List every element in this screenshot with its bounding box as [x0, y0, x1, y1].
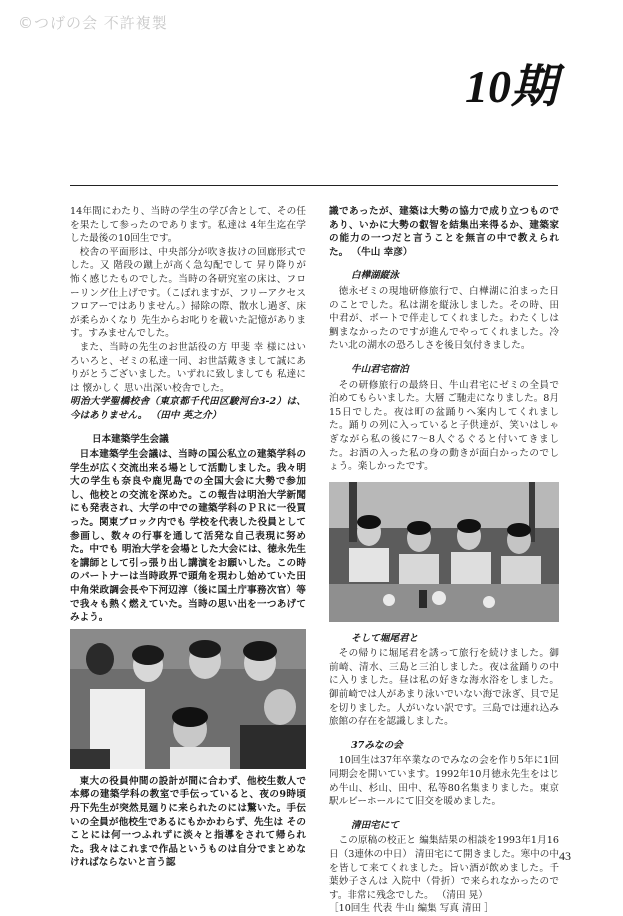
right-column [329, 205, 559, 916]
section-heading: そして堀尾君と [351, 632, 419, 644]
section-heading: 牛山君宅宿泊 [351, 363, 409, 375]
paragraph-text: 識であったが、建築は大勢の協力で成り立つものであり、いかに大勢の叡智を結集出来得るか、建築家の能力の一つだと言うことを無言の中で教えられた。 [329, 206, 559, 258]
paragraph: また、当時の先生のお世話役の方 甲斐 幸 様にはいろいろと、ゼミの私達一同、お世話戴きまして誠にありがとうございました。いずれに致しましても 私達には 懐かしく 思い出深い校舎でした。 [70, 341, 306, 394]
paragraph: その研修旅行の最終日、牛山君宅にゼミの全員で泊めてもらいました。大層 ご馳走になりました。8月15日でした。夜は町の盆踊りへ案内してくれました。踊りの列に入っていると子供達が、笑いはしゃぎながら私の後に7～8人ぐるぐると付いてきました。お酒の入った私の身の動きが面白かったのでしょう。楽しかったです。 [329, 379, 559, 473]
period-heading: 10期 [465, 61, 557, 112]
paragraph: 日本建築学生会議は、当時の国公私立の建築学科の学生が広く交流出来る場として活動しました。我々明大の学生も奈良や鹿児島での全国大会に大勢で参加し、他校との交流を深めた。この報告は明治大学新聞にも発表され、大学の中での建築学科のＰＲに一役買った。関東ブロック内でも 学校を代表した役員として参画し、数々の行事を通して活発な自己表現に努めた。中でも 明治大学を会場とした大会には、徳永先生を講師として引っ張り出し講演をお願いした。この時のパートナーは当時政界で頭角を現わし始めていた田中角栄政調会長や下河辺淳（後に国土庁事務次官）等で我々も熱く燃えていた。当時の思い出を一つあげてみよう。 [70, 449, 306, 624]
paragraph-italic [70, 395, 306, 422]
author-signature: （牛山 幸彦） [351, 246, 413, 258]
section-heading: 白樺湖縦泳 [351, 270, 399, 282]
page-number: 43 [559, 849, 571, 863]
paragraph: 10回生は37年卒業なのでみなの会を作り5年に1回 同期会を開いています。1992年10月徳永先生をはじめ牛山、杉山、田中、私等80名集まりました。東京駅ルビーホールにて旧交を暖めました。 [329, 755, 559, 808]
section-heading: 37みなの会 [351, 739, 403, 751]
author-signature: （清田 晃） [436, 889, 488, 901]
building-note: 明治大学聖橋校舎（東京都千代田区駿河台3-2）は、今はありません。 [70, 396, 306, 421]
group-photo [70, 629, 306, 769]
copyright-watermark: ©つげの会 不許複製 [18, 14, 168, 32]
paragraph: 14年間にわたり、当時の学生の学び舎として、その任を果たして参ったのであります。私達は 4年生迄在学した最後の10回生です。 [70, 206, 306, 245]
credit-line: ［10回生 代表 牛山 編集 写真 清田 ］ [329, 903, 494, 915]
author-signature: （田中 英之介） [150, 409, 222, 421]
paragraph [329, 834, 559, 902]
dinner-photo [329, 482, 559, 622]
paragraph: 東大の役員仲間の設計が間に合わず、他校生数人で本郷の建築学科の教室で手伝っていると、夜の9時頃 丹下先生が突然見廻りに来られたのには驚いた。手伝いの全員が他校生であるにもかかわらず、先生は そのことには何一つふれずに淡々と指導をされて帰られた。我々はこれまで作品というものは自分でまとめなければならないと言う認 [70, 775, 306, 869]
paragraph: その帰りに堀尾君を誘って旅行を続けました。御前崎、清水、三島と三泊しました。夜は盆踊りの中に入りました。昼は私の好きな海水浴をしました。御前崎では人があまり泳いでいない海で泳ぎ、貝で足を切りました。人がいない訳です。三島では連れ込み旅館の存在を認識しました。 [329, 648, 559, 728]
left-column [70, 205, 306, 870]
header-rule [70, 185, 558, 186]
paragraph [329, 205, 559, 259]
section-heading: 清田宅にて [351, 819, 399, 831]
section-heading: 日本建築学生会議 [92, 433, 169, 445]
paragraph: 徳永ゼミの現地研修旅行で、白樺湖に泊まった日のことでした。私は湖を縦泳しました。その時、田中君が、ボートで伴走してくれました。わたくしは鯛まなかったのですが進んでやってくれました。冷たい北の湖水の恐ろしさを後日気付きました。 [329, 285, 559, 352]
paragraph-text: この原稿の校正と 編集結果の相談を1993年1月16日（3連休の中日） 清田宅にて開きました。寒中の中を皆して来てくれました。旨い酒が飲めました。千葉妙子さんは 入院中（骨折）で来られなかったのです。非常に残念でした。 [329, 835, 559, 901]
paragraph: 校舎の平面形は、中央部分が吹き抜けの回廊形式でした。又 階段の蹴上が高く急勾配でして 昇り降りが怖く感じたものでした。当時の各研究室の床は、フローリング仕上げです。（こぼれますが、フリーアクセスフロアーではありません。）掃除の際、散水し過ぎ、床が柔らかくなり 先生からお叱りを載いた記憶があります。すみませんでした。 [70, 246, 306, 340]
